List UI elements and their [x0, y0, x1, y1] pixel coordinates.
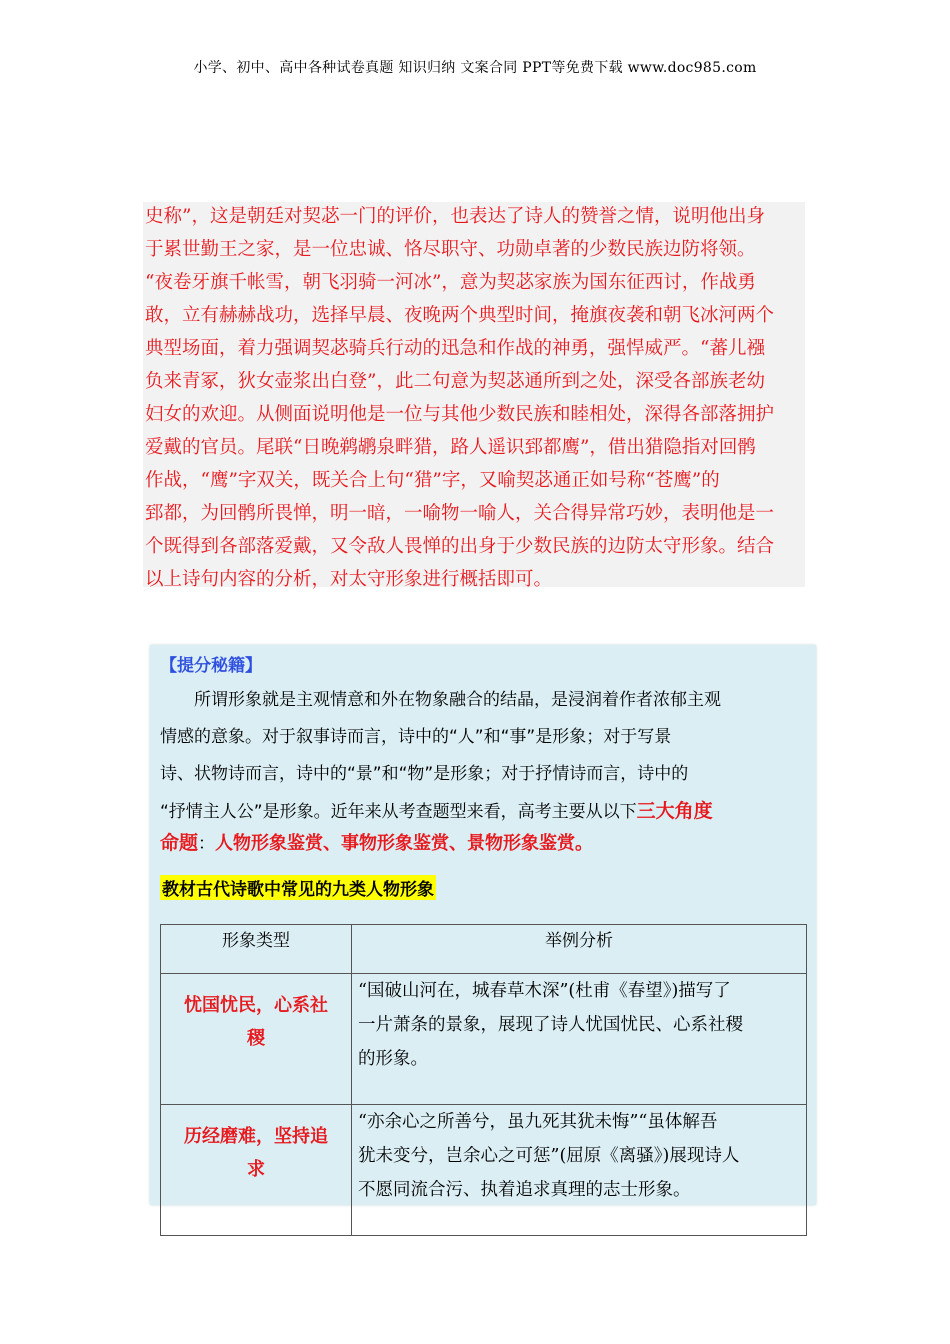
type-line: 忧国忧民，心系社 — [184, 995, 328, 1016]
tips-paragraph-line: 所谓形象就是主观情意和外在物象融合的结晶，是浸润着作者浓郁主观 — [160, 690, 721, 710]
analysis-line: 个既得到各部落爱戴，又令敌人畏惮的出身于少数民族的边防太守形象。结合 — [145, 536, 775, 557]
tips-paragraph-line: 情感的意象。对于叙事诗而言，诗中的“人”和“事”是形象；对于写景 — [160, 727, 672, 747]
type-line: 稷 — [247, 1028, 265, 1049]
analysis-line: 以上诗句内容的分析，对太守形象进行概括即可。 — [145, 569, 553, 590]
highlight-separator: ： — [198, 834, 216, 854]
analysis-line: 负来青冢，狄女壶浆出白登”，此二句意为契苾通所到之处，深受各部族老幼 — [145, 371, 765, 392]
character-types-table — [160, 924, 807, 1236]
column-header-type: 形象类型 — [161, 925, 352, 974]
analysis-line: 爱戴的官员。尾联“日晚鹈鹕泉畔猎，路人遥识郅都鹰”，借出猎隐指对回鹘 — [145, 437, 756, 458]
example-line: “亦余心之所善兮，虽九死其犹未悔”“虽体解吾 — [358, 1112, 718, 1132]
tips-title: 【提分秘籍】 — [160, 656, 262, 676]
page-header: 小学、初中、高中各种试卷真题 知识归纳 文案合同 PPT等免费下载 www.doc985.com — [193, 60, 757, 76]
column-header-example: 举例分析 — [352, 925, 807, 974]
example-line: 不愿同流合污、执着追求真理的志士形象。 — [358, 1180, 691, 1200]
highlight-angles: 三大角度 — [636, 800, 713, 822]
analysis-line: 郅都，为回鹘所畏惮，明一暗，一喻物一喻人，关合得异常巧妙，表明他是一 — [145, 503, 775, 524]
table-title: 教材古代诗歌中常见的九类人物形象 — [160, 875, 436, 900]
example-line: 的形象。 — [358, 1049, 428, 1069]
table-row — [161, 974, 807, 1105]
analysis-line: 史称”，这是朝廷对契苾一门的评价，也表达了诗人的赞誉之情，说明他出身 — [145, 206, 765, 227]
example-cell — [352, 974, 807, 1105]
example-cell — [352, 1105, 807, 1236]
analysis-line: 于累世勤王之家，是一位忠诚、恪尽职守、功勋卓著的少数民族边防将领。 — [145, 239, 756, 260]
analysis-block — [143, 202, 805, 590]
tips-paragraph-line — [160, 796, 713, 823]
type-line: 历经磨难，坚持追 — [184, 1126, 328, 1147]
analysis-line: 敢，立有赫赫战功，选择早晨、夜晚两个典型时间，掩旗夜袭和朝飞冰河两个 — [145, 305, 775, 326]
example-line: “国破山河在，城春草木深”(杜甫《春望》)描写了 — [358, 981, 731, 1001]
highlight-categories: 人物形象鉴赏、事物形象鉴赏、景物形象鉴赏。 — [215, 833, 594, 854]
analysis-line: 典型场面，着力强调契苾骑兵行动的迅急和作战的神勇，强悍威严。“蕃儿襁 — [145, 338, 765, 359]
tips-box — [150, 645, 816, 1205]
table-header-row — [161, 925, 807, 974]
tips-paragraph-text: “抒情主人公”是形象。近年来从考查题型来看，高考主要从以下 — [160, 802, 637, 822]
analysis-line: 作战，“鹰”字双关，既关合上句“猎”字，又喻契苾通正如号称“苍鹰”的 — [145, 470, 720, 491]
analysis-line: 妇女的欢迎。从侧面说明他是一位与其他少数民族和睦相处，深得各部落拥护 — [145, 404, 775, 425]
example-line: 一片萧条的景象，展现了诗人忧国忧民、心系社稷 — [358, 1015, 743, 1035]
type-line: 求 — [247, 1159, 265, 1180]
tips-paragraph-line: 诗、状物诗而言，诗中的“景”和“物”是形象；对于抒情诗而言，诗中的 — [160, 764, 689, 784]
table-row — [161, 1105, 807, 1236]
analysis-line: “夜卷牙旗千帐雪，朝飞羽骑一河冰”，意为契苾家族为国东征西讨，作战勇 — [145, 272, 756, 293]
highlight-proposition: 命题 — [160, 832, 199, 854]
tips-paragraph-line — [160, 828, 593, 855]
type-cell — [161, 1105, 352, 1236]
type-cell — [161, 974, 352, 1105]
example-line: 犹未变兮，岂余心之可惩”(屈原《离骚》)展现诗人 — [358, 1146, 740, 1166]
